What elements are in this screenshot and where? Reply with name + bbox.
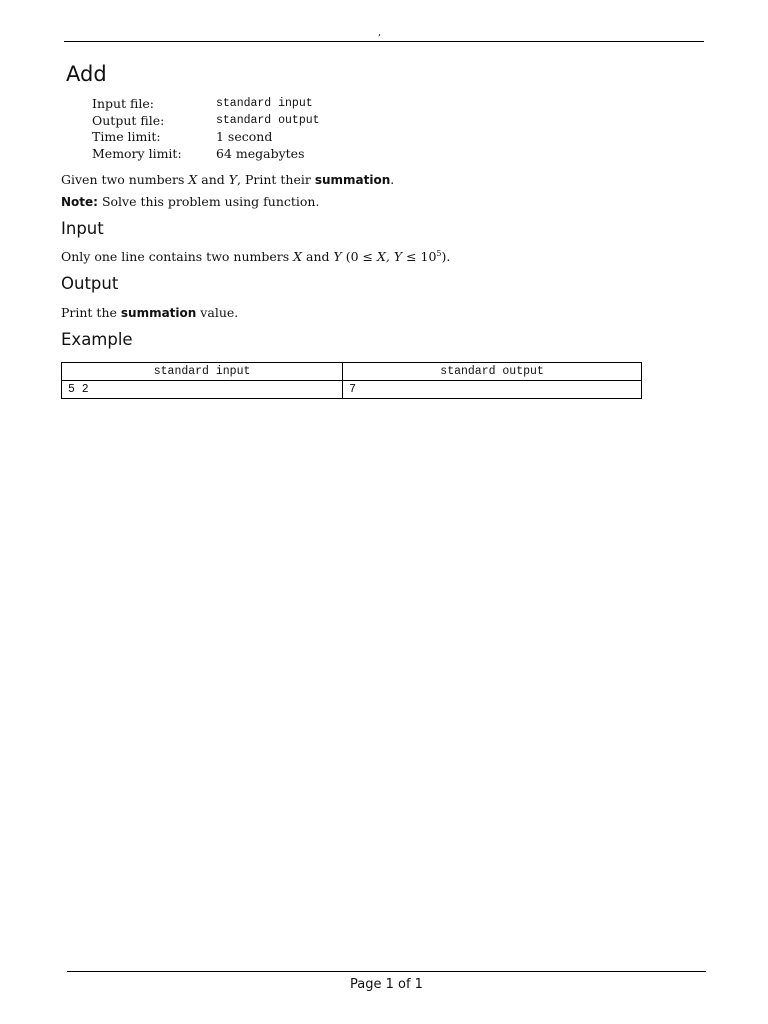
meta-label: Output file:	[92, 112, 165, 128]
meta-value: 1 second	[216, 129, 273, 144]
input-text: and	[302, 249, 334, 264]
output-text: value.	[196, 305, 239, 320]
problem-meta	[92, 96, 492, 162]
page-number: Page 1 of 1	[350, 977, 423, 992]
output-heading: Output	[61, 274, 119, 293]
constraint-text: ≤ 10	[402, 249, 437, 264]
note-paragraph	[61, 194, 319, 209]
header-mark: ,	[378, 27, 382, 38]
footer-rule	[67, 971, 706, 972]
input-text: Only one line contains two numbers	[61, 249, 294, 264]
note-label: Note:	[61, 195, 98, 209]
example-input-cell: 5 2	[62, 381, 343, 399]
note-text: Solve this problem using function.	[97, 194, 320, 209]
constraint-text: ).	[441, 249, 451, 264]
output-text: Print the	[61, 305, 121, 320]
table-row	[62, 381, 642, 399]
input-paragraph	[61, 249, 450, 264]
var-x: X	[293, 249, 303, 264]
example-output-cell: 7	[343, 381, 642, 399]
constraint-text: (0 ≤	[341, 249, 377, 264]
statement-paragraph	[61, 172, 394, 187]
input-heading: Input	[61, 219, 104, 238]
column-header-input: standard input	[62, 363, 343, 381]
var-y: Y	[228, 172, 238, 187]
example-heading: Example	[61, 330, 133, 349]
problem-title: Add	[66, 62, 107, 86]
statement-text: .	[390, 172, 395, 187]
output-paragraph	[61, 305, 238, 320]
column-header-output: standard output	[343, 363, 642, 381]
meta-label: Input file:	[92, 96, 154, 111]
meta-value: standard output	[216, 113, 320, 127]
table-header-row	[62, 363, 642, 381]
statement-text: Given two numbers	[61, 172, 189, 187]
var-x: X	[188, 172, 198, 187]
meta-row-time-limit	[92, 129, 492, 146]
meta-row-output-file	[92, 113, 492, 130]
example-table	[61, 362, 642, 399]
meta-value: standard input	[216, 97, 313, 110]
meta-label: Time limit:	[92, 129, 161, 144]
meta-label: Memory limit:	[92, 145, 182, 161]
constraint-vars: X, Y	[376, 249, 403, 264]
output-bold: summation	[120, 306, 197, 320]
meta-value: 64 megabytes	[216, 145, 305, 161]
statement-bold: summation	[314, 173, 391, 187]
header-rule	[64, 41, 704, 42]
meta-row-input-file	[92, 96, 492, 113]
constraint-exponent: 5	[436, 249, 442, 258]
var-y: Y	[333, 249, 342, 264]
statement-text: and	[197, 172, 229, 187]
meta-row-memory-limit	[92, 146, 492, 163]
statement-text: , Print their	[237, 172, 315, 187]
